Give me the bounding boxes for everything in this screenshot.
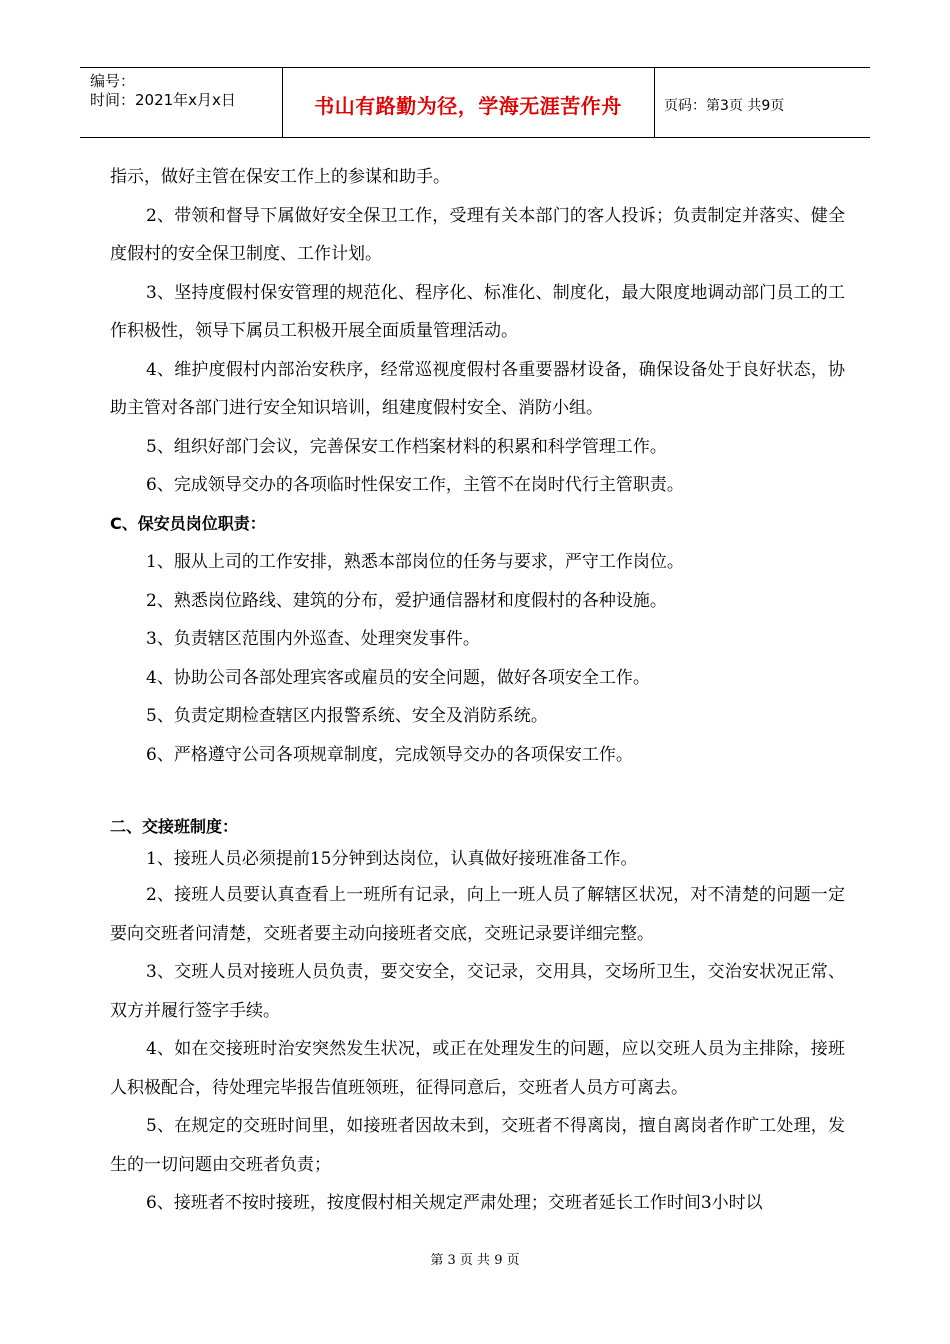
header-divider <box>654 68 655 137</box>
section-heading: C、保安员岗位职责： <box>110 513 266 533</box>
document-body <box>110 158 845 1223</box>
list-item: 2、熟悉岗位路线、建筑的分布，爱护通信器材和度假村的各种设施。 <box>146 590 667 611</box>
list-item: 4、协助公司各部处理宾客或雇员的安全问题，做好各项安全工作。 <box>146 667 650 688</box>
list-item: 5、在规定的交班时间里，如接班者因故未到，交班者不得离岗，擅自离岗者作旷工处理，发生的一切问题由交班者负责； <box>110 1116 845 1175</box>
list-item: 2、接班人员要认真查看上一班所有记录，向上一班人员了解辖区状况，对不清楚的问题一定要向交班者问清楚，交班者要主动向接班者交底，交班记录要详细完整。 <box>110 885 845 944</box>
spacer <box>110 774 845 812</box>
doc-time-label: 时间：2021年x月x日 <box>90 91 236 109</box>
paragraph: 6、完成领导交办的各项临时性保安工作，主管不在岗时代行主管职责。 <box>146 475 684 495</box>
header-meta <box>90 72 236 110</box>
list-item: 1、接班人员必须提前15分钟到达岗位，认真做好接班准备工作。 <box>146 849 638 869</box>
page-header <box>80 67 870 138</box>
list-item: 3、交班人员对接班人员负责，要交安全，交记录，交用具，交场所卫生，交治安状况正常、双方并履行签字手续。 <box>110 962 845 1021</box>
list-item: 1、服从上司的工作安排，熟悉本部岗位的任务与要求，严守工作岗位。 <box>146 552 684 572</box>
header-motto: 书山有路勤为径，学海无涯苦作舟 <box>314 94 622 118</box>
paragraph: 3、坚持度假村保安管理的规范化、程序化、标准化、制度化，最大限度地调动部门员工的工作积极性，领导下属员工积极开展全面质量管理活动。 <box>110 282 845 341</box>
paragraph: 指示，做好主管在保安工作上的参谋和助手。 <box>110 167 450 187</box>
list-item: 5、负责定期检查辖区内报警系统、安全及消防系统。 <box>146 706 548 726</box>
doc-number-label: 编号： <box>90 72 136 90</box>
section-heading: 二、交接班制度： <box>110 817 239 836</box>
list-item: 4、如在交接班时治安突然发生状况，或正在处理发生的问题，应以交班人员为主排除，接班人积极配合，待处理完毕报告值班领班，征得同意后，交班者人员方可离去。 <box>110 1039 845 1098</box>
page-footer: 第 3 页 共 9 页 <box>430 1253 520 1268</box>
paragraph: 5、组织好部门会议，完善保安工作档案材料的积累和科学管理工作。 <box>146 436 667 457</box>
list-item: 6、接班者不按时接班，按度假村相关规定严肃处理；交班者延长工作时间3小时以 <box>146 1193 763 1213</box>
paragraph: 2、带领和督导下属做好安全保卫工作，受理有关本部门的客人投诉；负责制定并落实、健全度假村的安全保卫制度、工作计划。 <box>110 205 845 264</box>
list-item: 3、负责辖区范围内外巡查、处理突发事件。 <box>146 629 480 649</box>
list-item: 6、严格遵守公司各项规章制度，完成领导交办的各项保安工作。 <box>146 744 633 765</box>
paragraph: 4、维护度假村内部治安秩序，经常巡视度假村各重要器材设备，确保设备处于良好状态，协助主管对各部门进行安全知识培训，组建度假村安全、消防小组。 <box>110 359 845 418</box>
header-page-number: 页码：第3页 共9页 <box>664 98 785 114</box>
